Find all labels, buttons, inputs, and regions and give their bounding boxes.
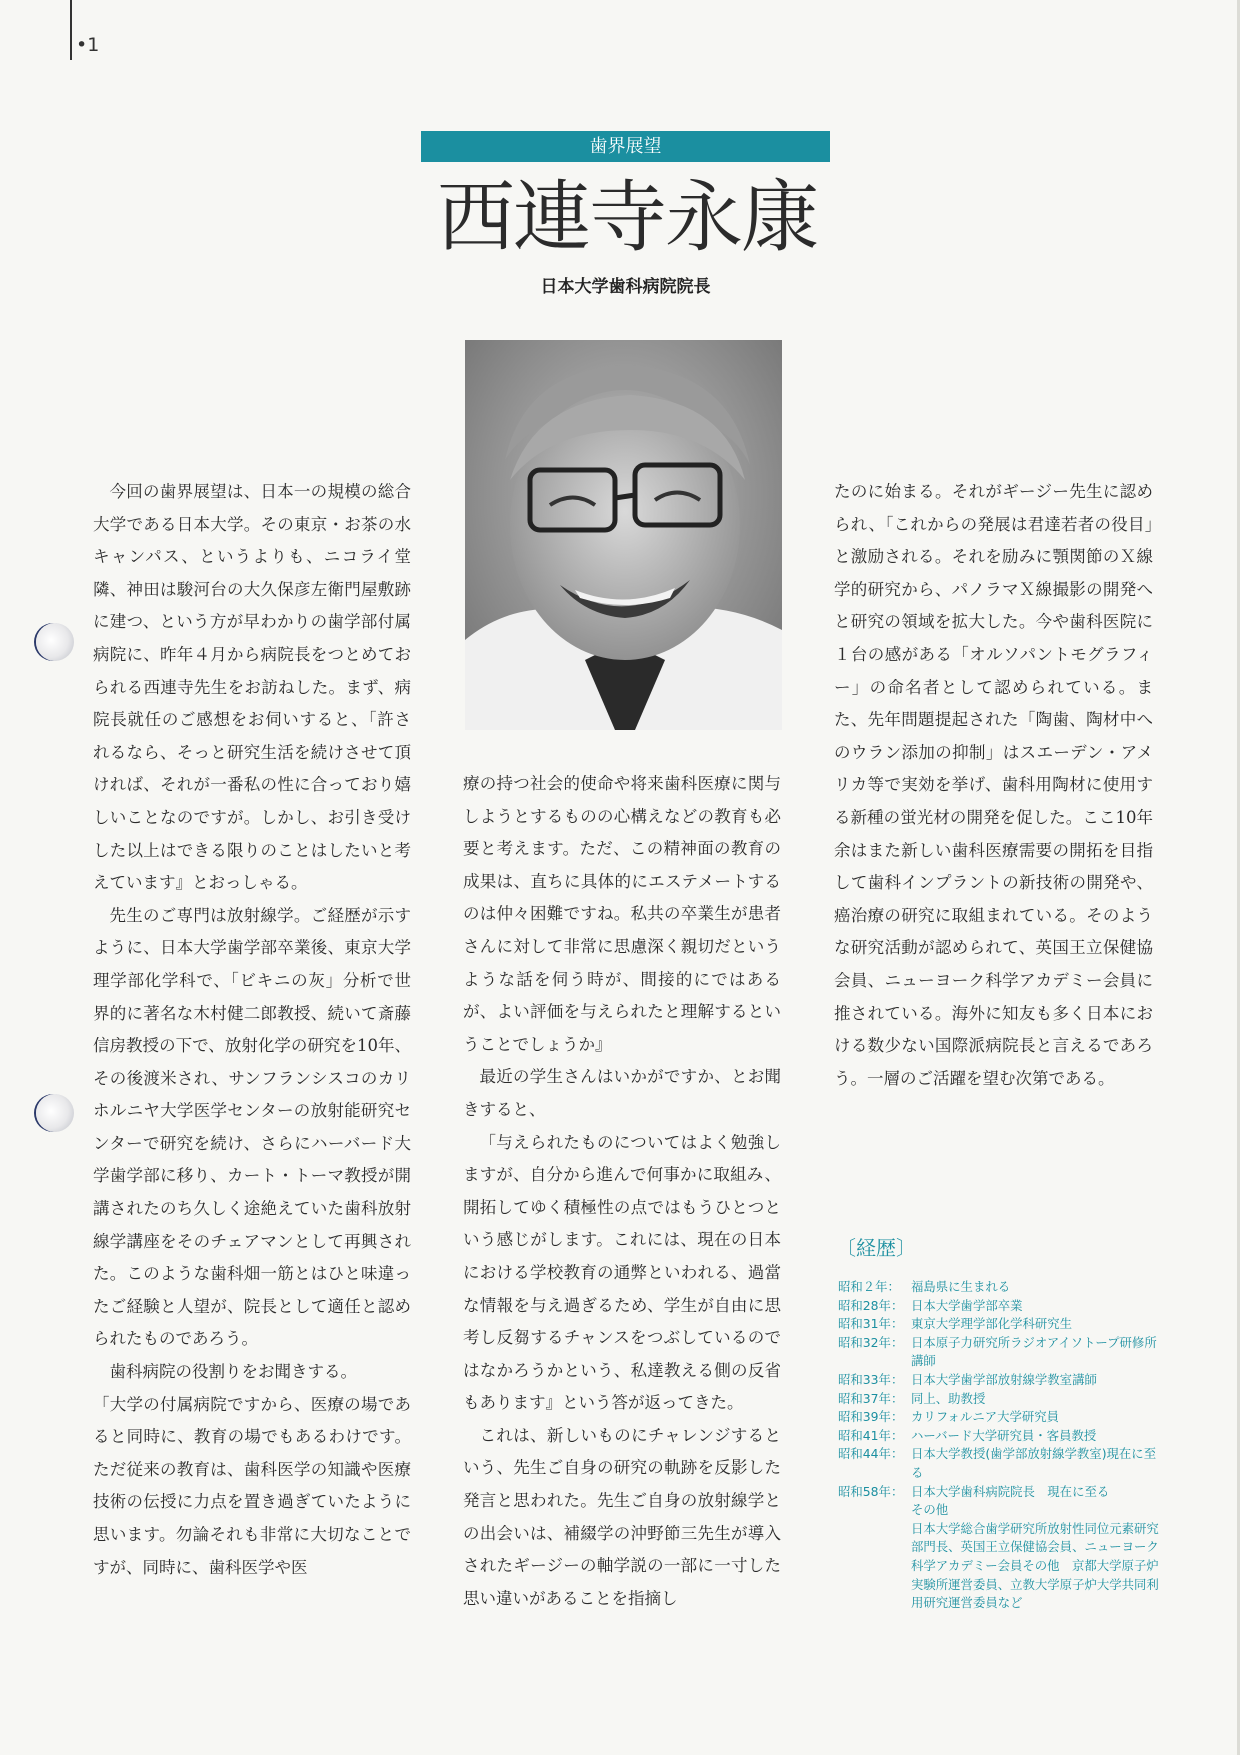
career-text: 日本大学歯学部放射線学教室講師 [911,1371,1097,1387]
career-era: 昭和37年： [838,1390,904,1406]
career-era: 昭和２年： [838,1279,900,1294]
career-era: 昭和33年： [838,1371,904,1387]
career-era: 昭和31年： [838,1316,904,1332]
article-title: 西連寺永康 [436,173,817,263]
binder-hole-bottom [36,1094,74,1132]
article-column-2 [463,768,781,1615]
career-item [838,1278,1163,1297]
career-text: 日本原子力研究所ラジオアイソトープ研修所講師 [911,1334,1157,1369]
career-era: 昭和32年： [838,1334,904,1350]
career-text: カリフォルニア大学研究員 [911,1409,1060,1425]
career-era [838,1520,911,1613]
career-item [838,1297,1163,1316]
career-item [838,1445,1163,1482]
career-text: 日本大学歯科病院院長 現在に至る [911,1483,1110,1499]
career-era: 昭和58年： [838,1483,904,1499]
column2-paragraph: これは、新しいものにチャレンジするという、先生ご自身の研究の軌跡を反影した発言と思われた。先生ご自身の放射線学との出会いは、補綴学の沖野節三先生が導入されたギージーの軸学説の一部に一寸した思い違いがあることを指摘し [463,1425,781,1608]
career-text: 東京大学理学部化学科研究生 [911,1316,1073,1332]
career-text: 同上、助教授 [911,1390,986,1406]
career-text: 日本大学教授(歯学部放射線学教室)現在に至る [911,1446,1157,1480]
career-text: ハーバード大学研究員・客員教授 [911,1427,1097,1443]
career-item [838,1520,1163,1613]
career-text: 福島県に生まれる [911,1279,1011,1294]
career-item [838,1427,1163,1446]
column1-paragraph: 歯科病院の役割りをお聞きする。 [109,1362,357,1382]
column1-paragraph: 「大学の付属病院ですから、医療の場であると同時に、教育の場でもあるわけです。ただ従来の教育は、歯科医学の知識や医療技術の伝授に力点を置き過ぎていたように思います。勿論それも非常に大切なことですが、同時に、歯科医学や医 [93,1394,411,1577]
column2-paragraph: 「与えられたものについてはよく勉強しますが、自分から進んで何事かに取組み、開拓してゆく積極性の点ではもうひとつという感じがします。これには、現在の日本における学校教育の通弊といわれる、過當な情報を与え過ぎるため、学生が自由に思考し反芻するチャンスをつぶしているのではなかろうかという、私達教える側の反省もあります』という答が返ってきた。 [463,1132,781,1413]
page-number: •1 [76,34,100,56]
career-heading: 〔経歴〕 [836,1236,916,1260]
career-item [838,1390,1163,1409]
career-item [838,1334,1163,1371]
career-era: 昭和28年： [838,1297,904,1313]
career-era [838,1501,911,1520]
column2-paragraph: 療の持つ社会的使命や将来歯科医療に関与しようとするものの心構えなどの教育も必要と考えます。ただ、この精神面の教育の成果は、直ちに具体的にエステメートするのは仲々困難ですね。私共の卒業生が患者さんに対して非常に思慮深く親切だというような話を伺う時が、間接的にではあるが、よい評価を与えられたと理解するということでしょうか』 [463,774,781,1054]
career-item [838,1501,1163,1520]
career-era: 昭和39年： [838,1409,904,1425]
career-era: 昭和41年： [838,1427,904,1443]
career-item [838,1315,1163,1334]
career-item [838,1408,1163,1427]
career-text: その他 [911,1502,949,1518]
career-era: 昭和44年： [838,1446,904,1462]
column3-paragraph: たのに始まる。それがギージー先生に認められ、「これからの発展は君達若者の役目」と激励される。それを励みに顎関節のＸ線学的研究から、パノラマＸ線撮影の開発へと研究の領域を拡大した。今や歯科医院に１台の感がある「オルソパントモグラフィー」の命名者として認められている。また、先年問題提起された「陶歯、陶材中へのウラン添加の抑制」はスエーデン・アメリカ等で実効を挙げ、歯科用陶材に使用する新種の蛍光材の開発を促した。ここ10年余はまた新しい歯科医療需要の開拓を目指して歯科インプラントの新技術の開発や、癌治療の研究に取組まれている。そのような研究活動が認められて、英国王立保健協会員、ニューヨーク科学アカデミー会員に推されている。海外に知友も多く日本における数少ない国際派病院長と言えるであろう。一層のご活躍を望む次第である。 [834,482,1153,1088]
article-column-3 [834,476,1153,1095]
career-item [838,1371,1163,1390]
column2-paragraph: 最近の学生さんはいかがですか、とお聞きすると、 [463,1067,781,1119]
career-text: 日本大学総合歯学研究所放射性同位元素研究部門長、英国王立保健協会員、ニューヨーク科学アカデミー会員その他 京都大学原子炉実験所運営委員、立教大学原子炉大学共同利用研究運営委員など [911,1520,1159,1611]
portrait-photo [465,340,782,730]
article-column-1 [93,476,411,1584]
binder-hole-top [36,623,74,661]
portrait-illustration [465,340,782,730]
column1-paragraph: 今回の歯界展望は、日本一の規模の総合大学である日本大学。その東京・お茶の水キャンパス、というよりも、ニコライ堂隣、神田は駿河台の大久保彦左衛門屋敷跡に建つ、という方が早わかりの歯学部付属病院に、昨年４月から病院長をつとめておられる西連寺先生をお訪ねした。まず、病院長就任のご感想をお伺いすると、「許されるなら、そっと研究生活を続けさせて頂ければ、それが一番私の性に合っており嬉しいことなのですが。しかし、お引き受けした以上はできる限りのことはしたいと考えています』とおっしゃる。 [93,482,411,893]
page-margin-rule [70,0,72,60]
career-text: 日本大学歯学部卒業 [911,1297,1023,1313]
column1-paragraph: 先生のご専門は放射線学。ご経歴が示すように、日本大学歯学部卒業後、東京大学理学部化学科で、「ビキニの灰」分析で世界的に著名な木村健二郎教授、続いて斎藤信房教授の下で、放射化学の研究を10年、その後渡米され、サンフランシスコのカリホルニヤ大学医学センターの放射能研究センターで研究を続け、さらにハーバード大学歯学部に移り、カート・トーマ教授が開講されたのち久しく途絶えていた歯科放射線学講座をそのチェアマンとして再興された。このような歯科畑一筋とはひと味違ったご経験と人望が、院長として適任と認められたものであろう。 [93,905,411,1349]
article-subtitle: 日本大学歯科病院院長 [540,277,711,297]
section-banner: 歯界展望 [421,131,830,162]
career-list [838,1278,1163,1613]
career-item [838,1483,1163,1502]
